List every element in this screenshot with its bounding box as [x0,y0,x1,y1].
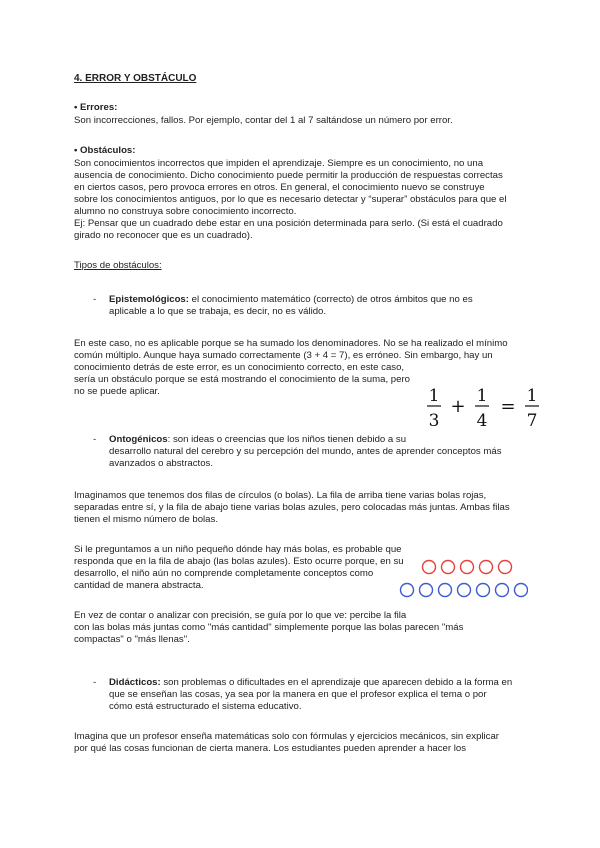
didacticos-line3: cómo está estructurado el sistema educativo. [109,701,302,712]
tipos-heading: Tipos de obstáculos: [74,260,162,271]
epistemologicos-paragraph-line: sería un obstáculo porque se está mostrando el conocimiento de la suma, pero [74,374,410,385]
didacticos-term: Didácticos: [109,677,161,688]
obstaculos-line: Son conocimientos incorrectos que impiden el aprendizaje. Siempre es un conocimiento, no una [74,158,484,169]
didacticos-def: son problemas o dificultades en el aprendizaje que aparecen debido a la forma en [160,677,513,688]
blue-ball [496,584,509,597]
ontogenicos-paragraph1-line: tienen el mismo número de bolas. [74,514,218,525]
ontogenicos-def: : son ideas o creencias que los niños tienen debido a su [167,434,407,445]
fraction-c-numerator: 1 [526,386,538,406]
section-title: 4. ERROR Y OBSTÁCULO [74,73,197,84]
fraction-b-numerator: 1 [476,386,488,406]
didacticos-line2: que se enseñan las cosas, ya sea por la manera en que el profesor explica el tema o por [109,689,487,700]
blue-ball [401,584,414,597]
ontogenicos-line2: desarrollo natural del cerebro y su percepción del mundo, antes de aprender conceptos más [109,446,502,457]
didacticos-paragraph-line: Imagina que un profesor enseña matemáticas solo con fórmulas y ejercicios mecánicos, sin explicar [74,731,499,742]
epistemologicos-line1 [109,294,473,306]
red-ball [423,561,436,574]
ontogenicos-paragraph1-line: Imaginamos que tenemos dos filas de círculos (o bolas). La fila de arriba tiene varias bolas rojas, [74,490,487,501]
ontogenicos-paragraph1-line: separadas entre sí, y la fila de abajo tiene varias bolas azules, pero colocadas más juntas. Ambas filas [74,502,510,513]
fraction-a-denominator: 3 [428,411,440,431]
fraction-equation [425,384,585,434]
red-ball [499,561,512,574]
obstaculos-line: ausencia de conocimiento. Dicho conocimiento puede permitir la producción de respuestas correctas [74,170,503,181]
blue-ball [477,584,490,597]
obstaculos-line: alumno no construya sobre conocimiento incorrecto. [74,206,297,217]
epistemologicos-paragraph-line: En este caso, no es aplicable porque se ha sumado los denominadores. No se ha realizado el mínimo [74,338,508,349]
blue-ball [458,584,471,597]
epistemologicos-def: el conocimiento matemático (correcto) de otros ámbitos que no es [188,294,473,305]
red-ball [461,561,474,574]
ontogenicos-line3: avanzados o abstractos. [109,458,213,469]
fraction-a-numerator: 1 [428,386,440,406]
blue-ball [515,584,528,597]
bullet-dash: - [93,677,97,688]
obstaculos-line: sobre los conocimientos antiguos, por lo que es necesario detectar y “superar” obstáculos para que el [74,194,507,205]
red-ball [442,561,455,574]
equals-sign: = [500,396,516,417]
fraction-b-denominator: 4 [476,411,488,431]
obstaculos-heading: • Obstáculos: [74,145,136,156]
ontogenicos-paragraph2-line: Si le preguntamos a un niño pequeño dónde hay más bolas, es probable que [74,544,402,555]
ontogenicos-paragraph2-line: cantidad de manera abstracta. [74,580,204,591]
ontogenicos-paragraph2-line: desarrollo, el niño aún no comprende completamente conceptos como [74,568,374,579]
blue-ball [439,584,452,597]
bullet-dash: - [93,294,97,305]
ontogenicos-term: Ontogénicos [109,434,168,445]
fraction-c-denominator: 7 [526,411,538,431]
blue-ball [420,584,433,597]
epistemologicos-paragraph-line: no se puede aplicar. [74,386,160,397]
balls-illustration [398,556,528,602]
ontogenicos-paragraph3-line: con las bolas más juntas como "más cantidad" simplemente porque las bolas parecen "más [74,622,464,633]
red-ball [480,561,493,574]
errores-heading: • Errores: [74,102,118,113]
ontogenicos-line1 [109,434,406,446]
epistemologicos-paragraph-line: común múltiplo. Aunque haya sumado correctamente (3 + 4 = 7), es erróneo. Sin embargo, hay un [74,350,493,361]
ontogenicos-paragraph3-line: compactas" o "más llenas". [74,634,190,645]
didacticos-paragraph-line: por qué las cosas funcionan de cierta manera. Los estudiantes pueden aprender a hacer los [74,743,466,754]
ontogenicos-paragraph3-line: En vez de contar o analizar con precisión, se guía por lo que ve: percibe la fila [74,610,407,621]
epistemologicos-term: Epistemológicos: [109,294,189,305]
epistemologicos-paragraph-line: conocimiento detrás de este error, es un conocimiento correcto, en este caso, [74,362,405,373]
obstaculos-line: girado no reconocer que es un cuadrado). [74,230,253,241]
epistemologicos-line2: aplicable a lo que se trabaja, es decir, no es válido. [109,306,327,317]
obstaculos-line: Ej: Pensar que un cuadrado debe estar en una posición determinada para serlo. (Si está el cuadrado [74,218,503,229]
ontogenicos-paragraph2-line: responda que en la fila de abajo (las bolas azules). Esto ocurre porque, en su [74,556,404,567]
obstaculos-line: en ciertos casos, pero provoca errores en otros. En general, el conocimiento nuevo se construye [74,182,485,193]
bullet-dash: - [93,434,97,445]
plus-sign: + [450,396,466,417]
errores-text: Son incorrecciones, fallos. Por ejemplo, contar del 1 al 7 saltándose un número por error. [74,115,453,126]
didacticos-line1 [109,677,512,689]
